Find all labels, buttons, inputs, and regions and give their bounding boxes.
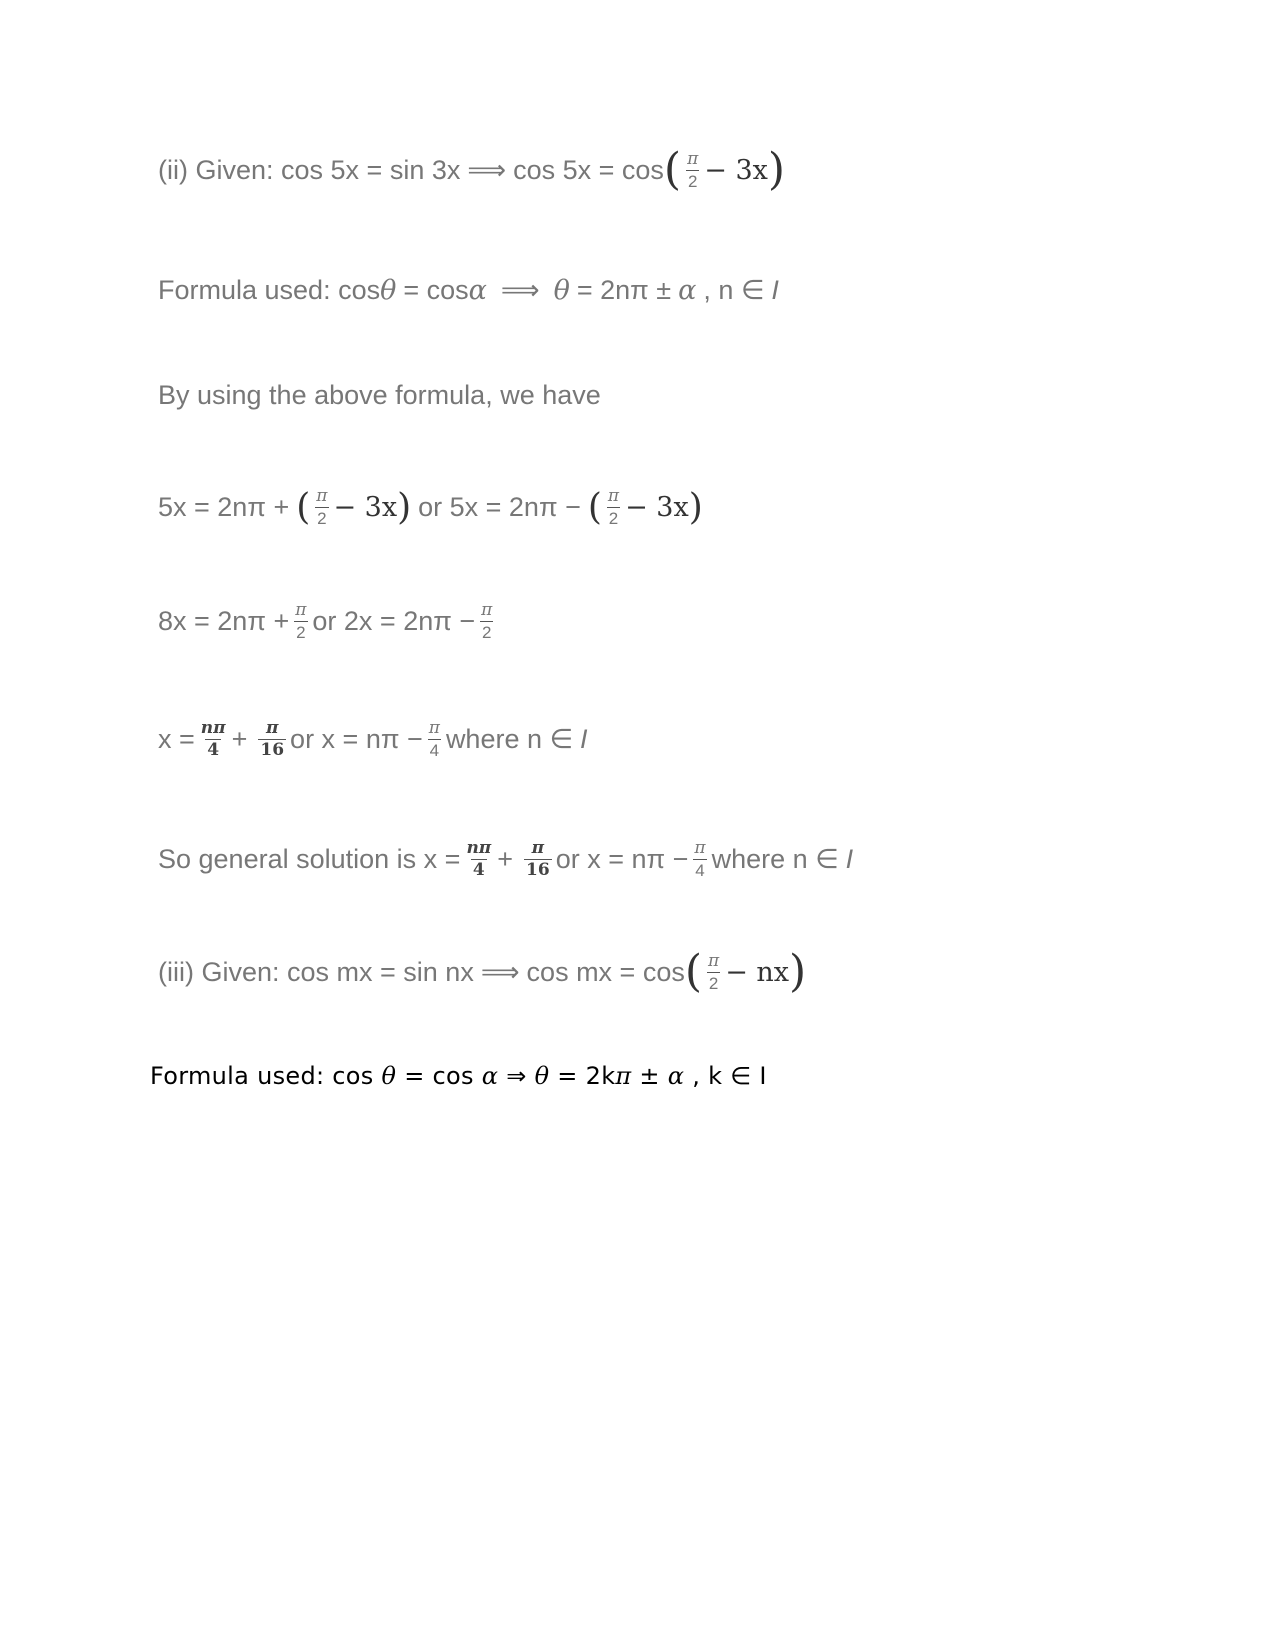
general-solution-mid: or x = nπ −	[555, 844, 689, 874]
plus-sign: +	[497, 844, 514, 874]
fraction-pi-over-2: $\frac{\pi}{2}$	[316, 486, 328, 528]
given-ii-tail: − 3x	[704, 154, 768, 186]
theta-symbol: θ	[534, 1062, 550, 1090]
open-paren: (	[663, 144, 682, 195]
open-paren: (	[296, 486, 311, 528]
given-ii-rhs: cos 5x = cos	[513, 154, 664, 185]
plus-sign: +	[231, 724, 248, 754]
eq-5x-tail2: − 3x	[625, 492, 689, 523]
given-iii-tail: − nx	[725, 956, 790, 988]
implies-arrow: ⇒	[506, 1062, 527, 1090]
intro-text: By using the above formula, we have	[158, 380, 601, 410]
alpha-symbol: α	[667, 1062, 685, 1090]
close-paren: )	[688, 486, 703, 528]
fraction-npi-over-4: $\frac{n\pi}{4}$	[466, 838, 492, 880]
given-ii-text: (ii) Given: cos 5x = sin 3x	[158, 154, 461, 185]
theta-symbol: θ	[381, 1062, 397, 1090]
fraction-pi-over-2: $\frac{\pi}{2}$	[687, 148, 699, 191]
theta-symbol: θ	[380, 275, 397, 306]
eq-x-left: x =	[158, 724, 195, 754]
implies-arrow: ⟹	[500, 275, 540, 305]
close-paren: )	[397, 486, 412, 528]
formula2-eq-cos: = cos	[404, 1062, 474, 1090]
eq-8x-mid: or 2x = 2nπ −	[312, 606, 476, 636]
fraction-pi-over-4: $\frac{\pi}{4}$	[428, 718, 440, 760]
equation-line-5x	[158, 488, 703, 527]
general-solution-tail: where n ∈	[711, 844, 839, 874]
fraction-pi-over-16: $\frac{\pi}{16}$	[526, 838, 550, 880]
solution-line-x	[158, 720, 588, 759]
integer-set: I	[771, 275, 779, 305]
eq-x-mid: or x = nπ −	[290, 724, 423, 754]
close-paren: )	[789, 946, 807, 997]
pi-symbol: π	[615, 1062, 632, 1090]
equation-line-8x	[158, 602, 498, 641]
formula-rhs: = 2nπ ±	[576, 275, 672, 305]
formula-label: Formula used: cos	[158, 275, 381, 305]
given-iii-text: (iii) Given: cos mx = sin nx	[158, 956, 474, 987]
integer-set: I	[845, 844, 854, 874]
alpha-symbol: α	[481, 1062, 499, 1090]
fraction-npi-over-4: $\frac{n\pi}{4}$	[200, 718, 226, 760]
eq-5x-mid: or 5x = 2nπ −	[418, 492, 581, 522]
given-line-iii	[158, 946, 807, 997]
formula2-tail: , k ∈ I	[692, 1062, 767, 1090]
eq-x-tail: where n ∈	[445, 724, 574, 754]
close-paren: )	[767, 144, 786, 195]
fraction-pi-over-2: $\frac{\pi}{2}$	[295, 600, 307, 642]
formula2-rhs: = 2k	[557, 1062, 616, 1090]
fraction-pi-over-2: $\frac{\pi}{2}$	[708, 950, 720, 993]
implies-arrow: ⟹	[480, 956, 520, 987]
fraction-pi-over-4: $\frac{\pi}{4}$	[694, 838, 706, 880]
alpha-symbol: α	[678, 275, 697, 306]
integer-set: I	[580, 724, 588, 754]
open-paren: (	[684, 946, 703, 997]
eq-5x-tail1: − 3x	[333, 492, 398, 523]
alpha-symbol: α	[468, 275, 487, 306]
eq-5x-left: 5x = 2nπ +	[158, 492, 290, 522]
theta-symbol: θ	[553, 275, 570, 306]
fraction-pi-over-16: $\frac{\pi}{16}$	[260, 718, 285, 760]
fraction-pi-over-2: $\frac{\pi}{2}$	[481, 600, 493, 642]
plus-minus-sign: ±	[639, 1062, 660, 1090]
implies-arrow: ⟹	[467, 154, 507, 185]
formula-line-2	[150, 1062, 767, 1090]
open-paren: (	[587, 486, 602, 528]
formula-eq-cos: = cos	[403, 275, 469, 305]
general-solution-label: So general solution is x =	[158, 844, 461, 874]
formula2-label: Formula used: cos	[150, 1062, 374, 1090]
given-iii-rhs: cos mx = cos	[526, 956, 685, 987]
formula-tail: , n ∈	[703, 275, 765, 305]
general-solution-line	[158, 840, 853, 879]
eq-8x-left: 8x = 2nπ +	[158, 606, 290, 636]
intro-line	[158, 382, 601, 409]
given-line-ii	[158, 144, 786, 195]
fraction-pi-over-2: $\frac{\pi}{2}$	[607, 486, 620, 528]
formula-line-1	[158, 277, 779, 304]
